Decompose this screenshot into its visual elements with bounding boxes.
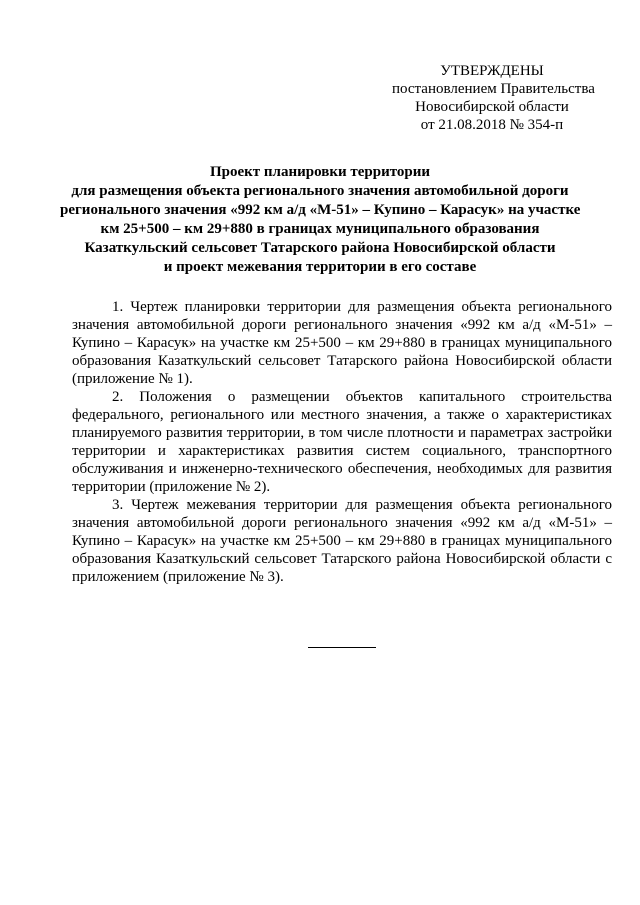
closing-divider [308,647,376,648]
list-item-3: 3. Чертеж межевания территории для размещения объекта регионального значения автомобильной дороги регионального значения «992 км а/д «М-51» – Купино – Карасук» на участке км 25+500 – км 29+880 в границах муниципального образования Казаткульский сельсовет Татарского района Новосибирской области с приложением (приложение № 3). [72,497,612,585]
title-line-4: км 25+500 – км 29+880 в границах муниципального образования [100,221,540,237]
approval-date-number: от 21.08.2018 № 354-п [420,117,564,133]
title-line-6: и проект межевания территории в его составе [163,259,477,275]
title-line-5: Казаткульский сельсовет Татарского района Новосибирской области [84,240,556,256]
title-line-2: для размещения объекта регионального значения автомобильной дороги [71,183,569,199]
approval-region: Новосибирской области [415,99,569,115]
approval-authority: постановлением Правительства [392,81,595,97]
approval-heading: УТВЕРЖДЕНЫ [440,63,544,79]
document-body [72,298,612,586]
title-line-3: регионального значения «992 км а/д «М-51» – Купино – Карасук» на участке [60,202,581,218]
document-title [60,163,580,277]
list-item-2: 2. Положения о размещении объектов капитального строительства федерального, регионального или местного значения, а также о характеристиках планируемого развития территории, в том числе плотности и параметрах застройки территории и характеристиках развития систем социального, транспортного обслуживания и инженерно-технического обеспечения, необходимых для развития территории (приложение № 2). [72,389,612,495]
list-item-1: 1. Чертеж планировки территории для размещения объекта регионального значения автомобильной дороги регионального значения «992 км а/д «М-51» – Купино – Карасук» на участке км 25+500 – км 29+880 в границах муниципального образования Казаткульский сельсовет Татарского района Новосибирской области (приложение № 1). [72,299,612,387]
approval-stamp [392,62,595,134]
title-line-1: Проект планировки территории [209,164,431,180]
